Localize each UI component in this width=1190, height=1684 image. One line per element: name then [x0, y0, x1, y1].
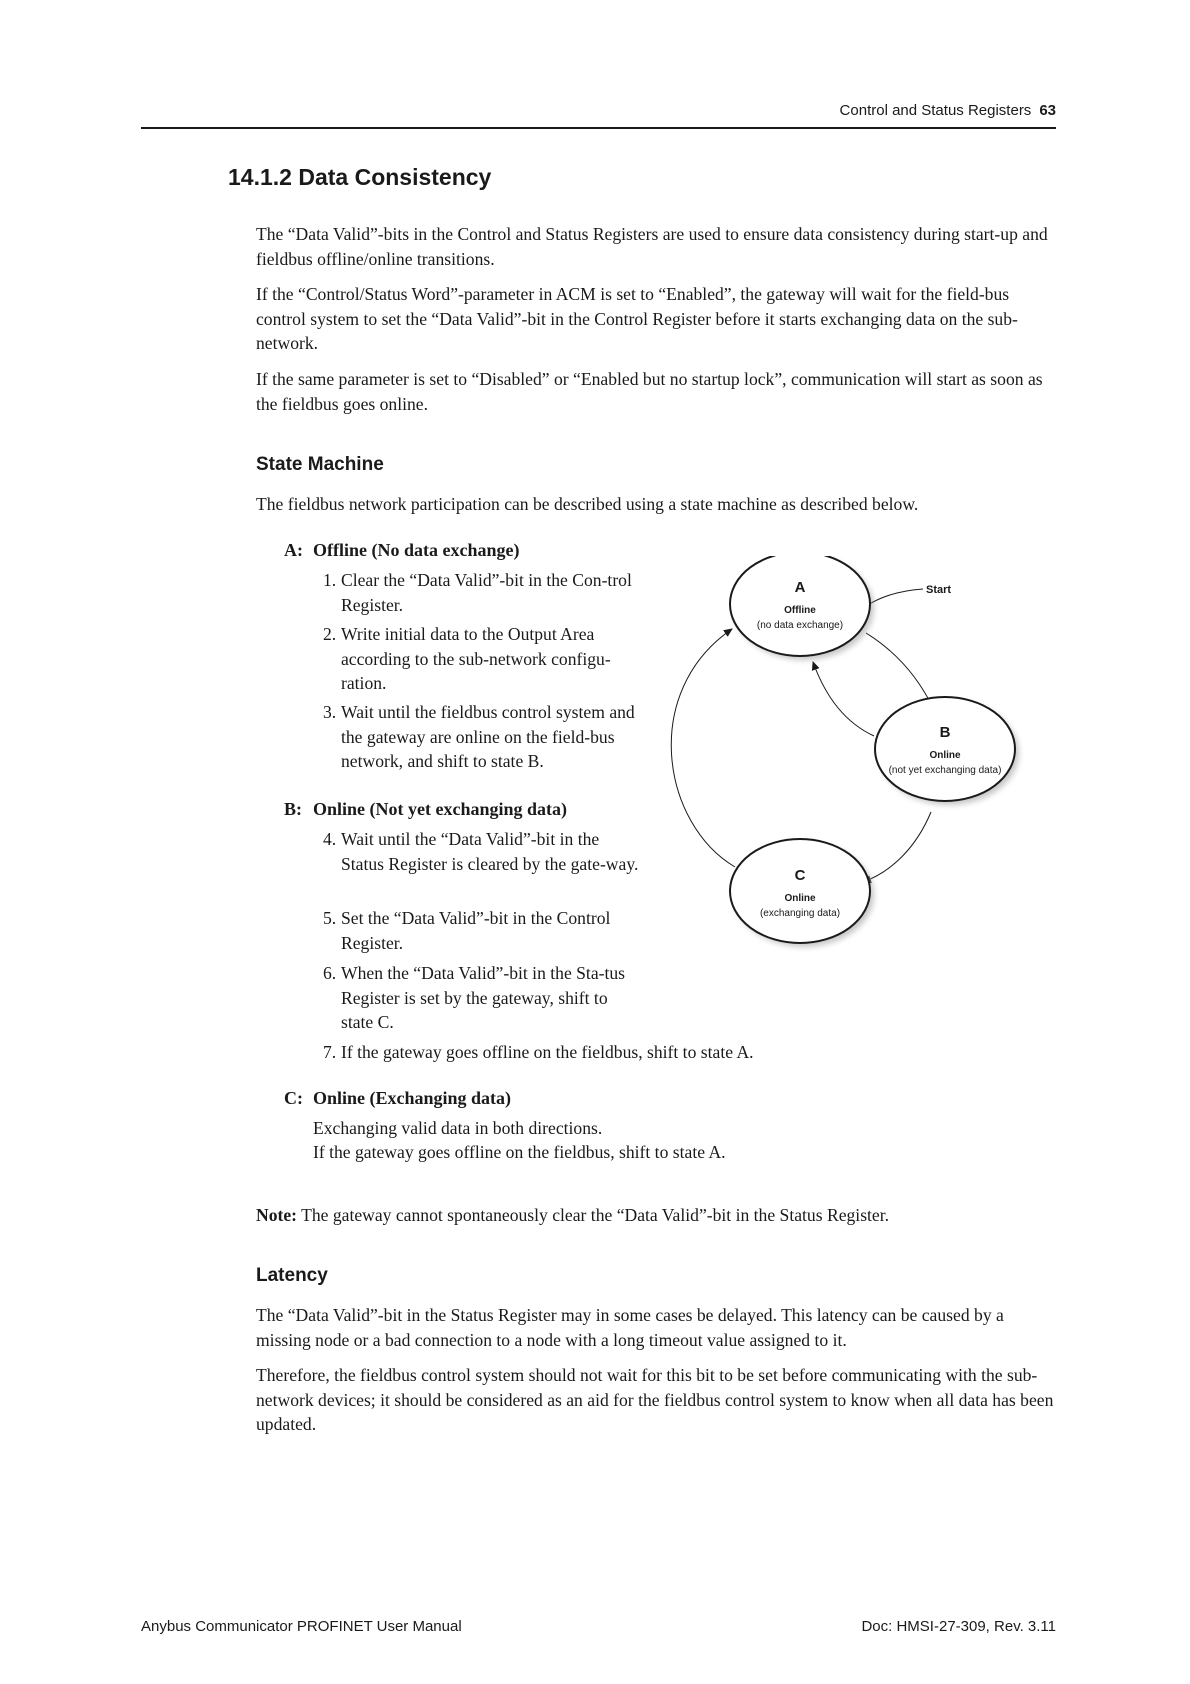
intro-paragraph-3: If the same parameter is set to “Disabled” or “Enabled but no startup lock”, communication will start as soon as the fieldbus goes online. [256, 369, 1043, 414]
step-number: 1. [323, 570, 337, 590]
state-a-heading [284, 538, 519, 562]
step-7 [323, 1040, 1023, 1065]
state-b-title: Online (Not yet exchanging data) [313, 799, 567, 819]
step-number: 4. [323, 829, 337, 849]
step-number: 5. [323, 908, 337, 928]
step-number: 2. [323, 624, 337, 644]
start-label: Start [926, 584, 952, 596]
state-b-letter: B: [284, 799, 302, 819]
state-b-heading [284, 797, 567, 821]
step-number: 7. [323, 1042, 337, 1062]
footer-doc-id: Doc: HMSI-27-309, Rev. 3.11 [861, 1618, 1056, 1635]
note-text: The gateway cannot spontaneously clear the “Data Valid”-bit in the Status Register. [297, 1205, 890, 1225]
step-4 [323, 827, 643, 876]
running-header [840, 102, 1056, 119]
step-text: Clear the “Data Valid”-bit in the Con-trol Register. [341, 570, 632, 615]
step-1 [323, 568, 643, 617]
state-c-body-line-2: If the gateway goes offline on the fieldbus, shift to state A. [313, 1142, 726, 1162]
header-rule [141, 127, 1056, 129]
step-3 [323, 700, 643, 774]
latency-paragraph-1: The “Data Valid”-bit in the Status Register may in some cases be delayed. This latency can be caused by a missing node or a bad connection to a node with a long timeout value assigned to it. [256, 1305, 1004, 1350]
note-label: Note: [256, 1205, 298, 1225]
node-c-detail: (exchanging data) [759, 908, 841, 919]
state-c-body-line-1: Exchanging valid data in both directions. [313, 1118, 603, 1138]
node-b-detail: (not yet exchanging data) [888, 765, 1002, 776]
node-a-detail: (no data exchange) [756, 620, 844, 631]
node-c-letter: C [794, 867, 806, 884]
node-c-name: Online [784, 893, 816, 904]
state-c-heading [284, 1086, 511, 1110]
step-text: Wait until the “Data Valid”-bit in the Status Register is cleared by the gate-way. [341, 829, 639, 874]
transition-b-to-c [863, 812, 931, 882]
step-6 [323, 961, 643, 1035]
state-c-letter: C: [284, 1088, 303, 1108]
state-machine-intro: The fieldbus network participation can be described using a state machine as described below. [256, 494, 919, 514]
section-heading: 14.1.2 Data Consistency [228, 164, 492, 190]
transition-b-to-a [813, 662, 874, 736]
node-b-name: Online [929, 750, 961, 761]
node-c-circle [730, 839, 870, 943]
step-text: If the gateway goes offline on the fieldbus, shift to state A. [341, 1042, 754, 1062]
node-a-letter: A [794, 579, 806, 596]
state-c-title: Online (Exchanging data) [313, 1088, 512, 1108]
step-number: 3. [323, 702, 337, 722]
step-number: 6. [323, 963, 337, 983]
step-text: Write initial data to the Output Area according to the sub-network configu-ration. [341, 624, 611, 693]
transition-c-to-a [671, 629, 735, 867]
note-line [256, 1203, 889, 1228]
state-a-letter: A: [284, 540, 303, 560]
state-machine-diagram [650, 556, 1030, 976]
page-number: 63 [1039, 102, 1056, 119]
intro-paragraph-2: If the “Control/Status Word”-parameter in ACM is set to “Enabled”, the gateway will wait for the field-bus control system to set the “Data Valid”-bit in the Control Register before it starts exchanging data on the sub-network. [256, 284, 1018, 353]
node-b-letter: B [939, 724, 951, 741]
latency-heading: Latency [256, 1265, 328, 1286]
footer-manual-title: Anybus Communicator PROFINET User Manual [141, 1618, 462, 1635]
step-2 [323, 622, 643, 696]
step-text: Wait until the fieldbus control system and the gateway are online on the field-bus network, and shift to state B. [341, 702, 635, 771]
node-b-circle [875, 697, 1015, 801]
intro-paragraph-1: The “Data Valid”-bits in the Control and Status Registers are used to ensure data consistency during start-up and fieldbus offline/online transitions. [256, 224, 1048, 269]
latency-paragraph-2: Therefore, the fieldbus control system should not wait for this bit to be set before communicating with the sub-network devices; it should be considered as an aid for the fieldbus control system to know when all data has been updated. [256, 1365, 1054, 1434]
state-a-title: Offline (No data exchange) [313, 540, 520, 560]
node-a-name: Offline [784, 605, 816, 616]
header-section-title: Control and Status Registers [839, 102, 1032, 119]
state-machine-heading: State Machine [256, 454, 384, 475]
step-5 [323, 906, 643, 955]
step-text: Set the “Data Valid”-bit in the Control Register. [341, 908, 611, 953]
step-text: When the “Data Valid”-bit in the Sta-tus Register is set by the gateway, shift to state C. [341, 963, 626, 1032]
